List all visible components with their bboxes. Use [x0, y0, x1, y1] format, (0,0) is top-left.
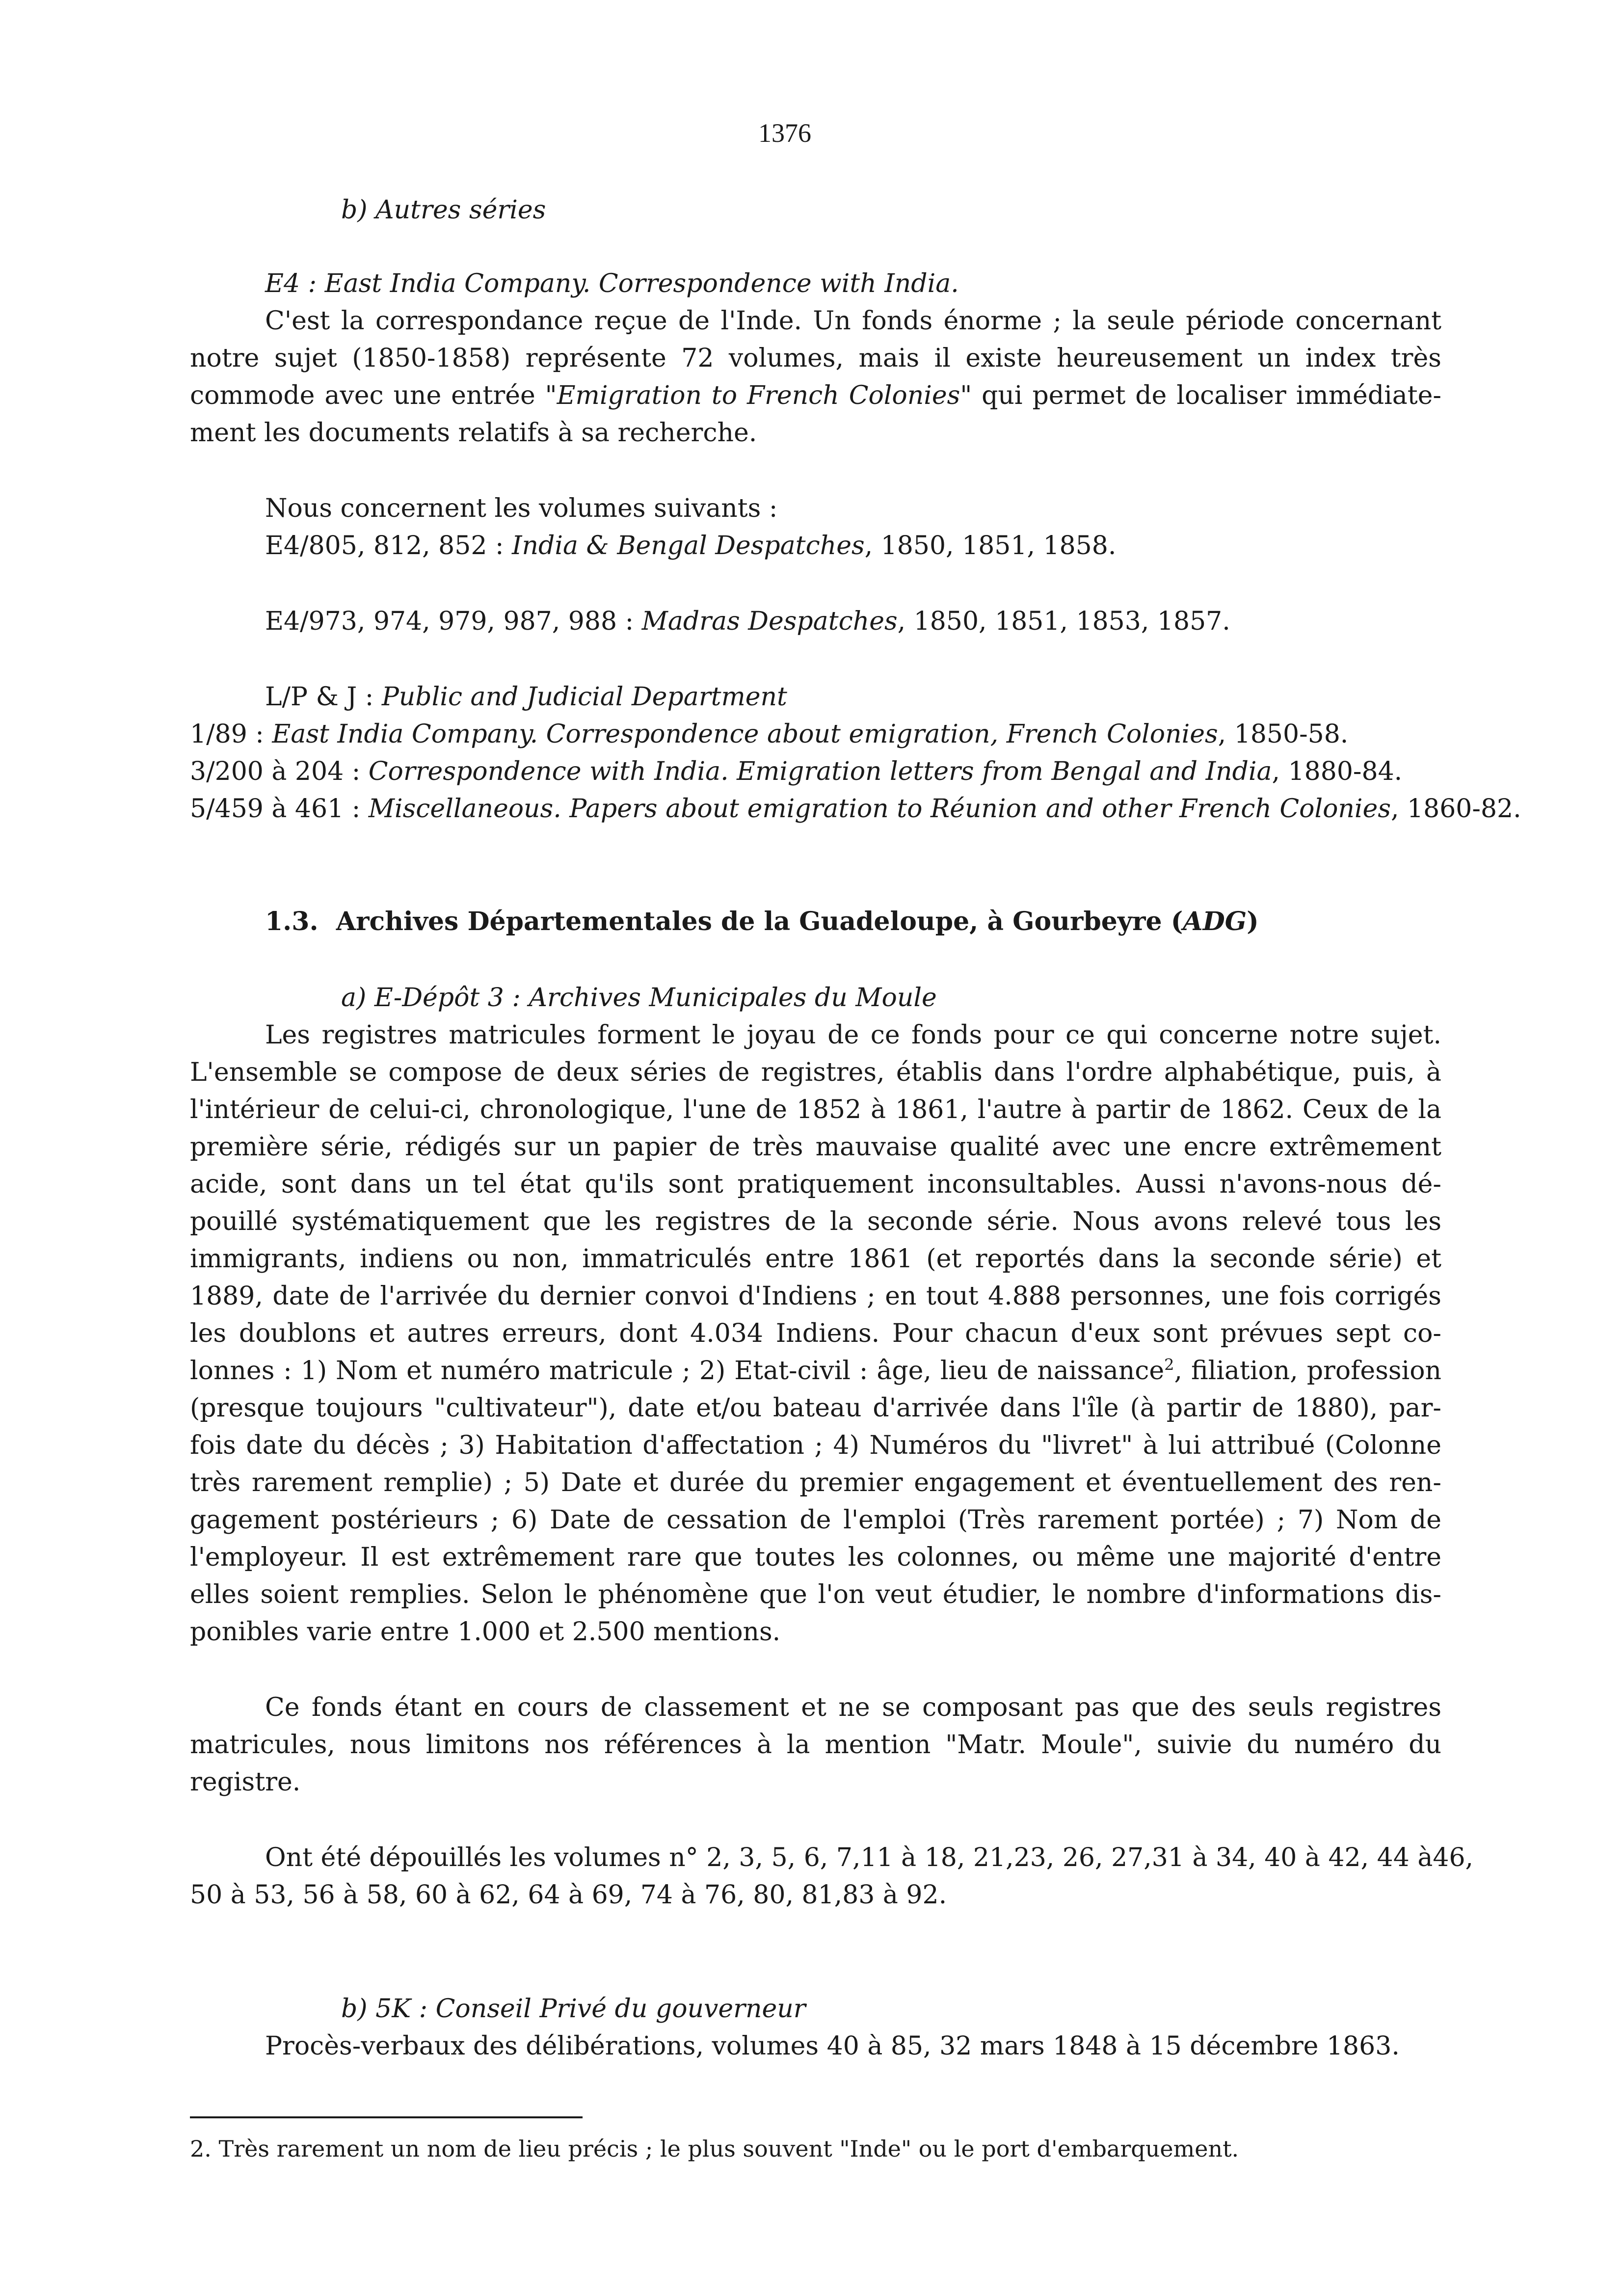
subsection-heading-b2: b) 5K : Conseil Privé du gouverneur: [341, 1994, 806, 2024]
volume-ref-2: E4/973, 974, 979, 987, 988 : Madras Despatches, 1850, 1851, 1853, 1857.: [265, 607, 1230, 636]
footnote-text: 2. Très rarement un nom de lieu précis ; le plus souvent "Inde" ou le port d'embarquement.: [190, 2136, 1239, 2162]
para-b-line-2: matricules, nous limitons nos références à la mention "Matr. Moule", suivie du numéro du: [190, 1730, 1441, 1760]
para-a-line-9: les doublons et autres erreurs, dont 4.034 Indiens. Pour chacun d'eux sont prévues sept co-: [190, 1319, 1441, 1348]
para-a-line-1: Les registres matricules forment le joyau de ce fonds pour ce qui concerne notre sujet.: [265, 1020, 1441, 1050]
e4-title: E4 : East India Company. Correspondence with India.: [265, 269, 959, 298]
subsection-heading-b: b) Autres séries: [341, 195, 546, 225]
volume-ref-1: E4/805, 812, 852 : India & Bengal Despatches, 1850, 1851, 1858.: [265, 531, 1117, 561]
e4-line-2: notre sujet (1850-1858) représente 72 volumes, mais il existe heureusement un index très: [190, 344, 1441, 373]
para-a-line-4: première série, rédigés sur un papier de très mauvaise qualité avec une encre extrêmement: [190, 1132, 1441, 1162]
page-number: 1376: [758, 118, 811, 148]
para-a-line-10: lonnes : 1) Nom et numéro matricule ; 2) Etat-civil : âge, lieu de naissance$^2$, filiation, profession: [190, 1355, 1441, 1386]
para-a-line-16: elles soient remplies. Selon le phénomène que l'on veut étudier, le nombre d'informations dis-: [190, 1580, 1441, 1609]
para-a-line-2: L'ensemble se compose de deux séries de registres, établis dans l'ordre alphabétique, puis, à: [190, 1058, 1441, 1087]
para-b-line-1: Ce fonds étant en cours de classement et ne se composant pas que des seuls registres: [265, 1693, 1441, 1722]
footnote-separator: [190, 2116, 583, 2118]
para-a-line-15: l'employeur. Il est extrêmement rare que toutes les colonnes, ou même une majorité d'entre: [190, 1543, 1441, 1572]
para-a-line-3: l'intérieur de celui-ci, chronologique, l'une de 1852 à 1861, l'autre à partir de 1862. Ceux de la: [190, 1095, 1441, 1124]
para-a-line-11: (presque toujours "cultivateur"), date et/ou bateau d'arrivée dans l'île (à partir de 1880), par-: [190, 1393, 1441, 1423]
lpj-item-2: 3/200 à 204 : Correspondence with India. Emigration letters from Bengal and India, 1880-84.: [190, 757, 1403, 786]
para-a-line-5: acide, sont dans un tel état qu'ils sont pratiquement inconsultables. Aussi n'avons-nous dé-: [190, 1170, 1441, 1199]
lpj-item-1: 1/89 : East India Company. Correspondence about emigration, French Colonies, 1850-58.: [190, 720, 1349, 749]
e4-line-1: C'est la correspondance reçue de l'Inde. Un fonds énorme ; la seule période concernant: [265, 306, 1441, 336]
para-a-line-17: ponibles varie entre 1.000 et 2.500 mentions.: [190, 1617, 781, 1647]
para-a-line-7: immigrants, indiens ou non, immatriculés entre 1861 (et reportés dans la seconde série) et: [190, 1244, 1441, 1274]
para-a-line-12: fois date du décès ; 3) Habitation d'affectation ; 4) Numéros du "livret" à lui attribué (Colonne: [190, 1431, 1441, 1460]
subsection-heading-a: a) E-Dépôt 3 : Archives Municipales du Moule: [341, 983, 937, 1013]
para-a-line-6: pouillé systématiquement que les registres de la seconde série. Nous avons relevé tous les: [190, 1207, 1441, 1236]
para-c-line-2: 50 à 53, 56 à 58, 60 à 62, 64 à 69, 74 à 76, 80, 81,83 à 92.: [190, 1880, 947, 1910]
footnote-reference: 2: [1164, 1355, 1174, 1374]
para-a-line-8: 1889, date de l'arrivée du dernier convoi d'Indiens ; en tout 4.888 personnes, une fois corrigés: [190, 1281, 1441, 1311]
para-c-line-1: Ont été dépouillés les volumes n° 2, 3, 5, 6, 7,11 à 18, 21,23, 26, 27,31 à 34, 40 à 42, 44 à46,: [265, 1843, 1474, 1872]
lpj-item-3: 5/459 à 461 : Miscellaneous. Papers about emigration to Réunion and other French Colonies, 1860-82.: [190, 794, 1521, 824]
section-heading-1-3: 1.3. Archives Départementales de la Guadeloupe, à Gourbeyre (ADG): [265, 907, 1259, 936]
para-a-line-13: très rarement remplie) ; 5) Date et durée du premier engagement et éventuellement des ren-: [190, 1468, 1441, 1497]
para-a-line-14: gagement postérieurs ; 6) Date de cessation de l'emploi (Très rarement portée) ; 7) Nom de: [190, 1505, 1441, 1535]
e4-line-3: commode avec une entrée "Emigration to French Colonies" qui permet de localiser immédiate-: [190, 381, 1441, 410]
para-b-line-3: registre.: [190, 1767, 301, 1797]
concern-intro: Nous concernent les volumes suivants :: [265, 494, 778, 523]
para-d: Procès-verbaux des délibérations, volumes 40 à 85, 32 mars 1848 à 15 décembre 1863.: [265, 2031, 1400, 2061]
lpj-heading: L/P & J : Public and Judicial Department: [265, 682, 787, 712]
e4-line-4: ment les documents relatifs à sa recherche.: [190, 418, 757, 448]
